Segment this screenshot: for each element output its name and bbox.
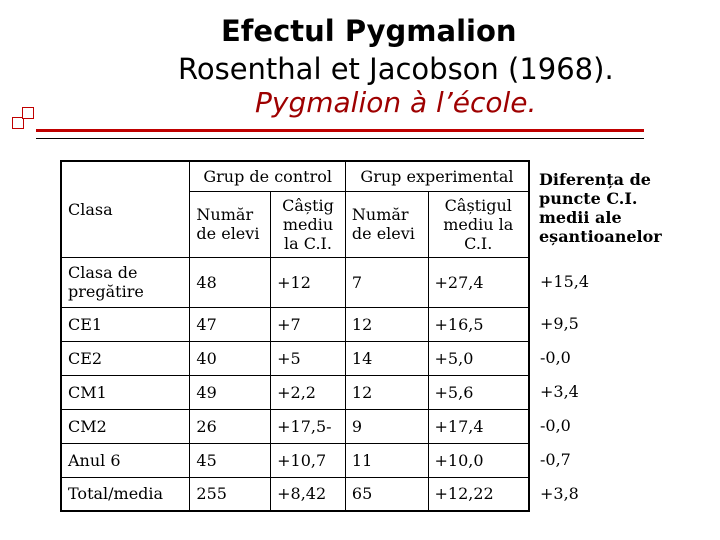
cell-gain-exp: +16,5 bbox=[428, 307, 529, 341]
cell-clasa: Anul 6 bbox=[61, 443, 190, 477]
cell-n-ctrl: 40 bbox=[190, 341, 271, 375]
cell-gain-exp: +12,22 bbox=[428, 477, 529, 511]
cell-gain-ctrl: +10,7 bbox=[271, 443, 346, 477]
table-row bbox=[61, 257, 529, 307]
cell-n-exp: 9 bbox=[345, 409, 428, 443]
cell-n-exp: 12 bbox=[345, 307, 428, 341]
cell-n-exp: 65 bbox=[345, 477, 428, 511]
cell-gain-ctrl: +12 bbox=[271, 257, 346, 307]
cell-gain-ctrl: +2,2 bbox=[271, 375, 346, 409]
results-table bbox=[60, 160, 530, 512]
cell-diff: +3,8 bbox=[540, 484, 579, 503]
cell-clasa: Clasa de pregătire bbox=[61, 257, 190, 307]
cell-n-ctrl: 49 bbox=[190, 375, 271, 409]
cell-n-exp: 12 bbox=[345, 375, 428, 409]
cell-gain-exp: +17,4 bbox=[428, 409, 529, 443]
header-group-experimental: Grup experimental bbox=[345, 161, 529, 191]
cell-gain-exp: +27,4 bbox=[428, 257, 529, 307]
cell-n-exp: 11 bbox=[345, 443, 428, 477]
table-row bbox=[61, 341, 529, 375]
header-gain-ctrl: Câștig mediu la C.I. bbox=[271, 191, 346, 257]
decor-square-2 bbox=[22, 107, 34, 119]
cell-gain-ctrl: +7 bbox=[271, 307, 346, 341]
cell-n-exp: 14 bbox=[345, 341, 428, 375]
cell-n-ctrl: 45 bbox=[190, 443, 271, 477]
decor-black-line bbox=[36, 138, 644, 139]
cell-n-ctrl: 255 bbox=[190, 477, 271, 511]
cell-diff: -0,7 bbox=[540, 450, 571, 469]
cell-clasa: CE1 bbox=[61, 307, 190, 341]
cell-clasa: Total/media bbox=[61, 477, 190, 511]
cell-clasa: CM1 bbox=[61, 375, 190, 409]
cell-n-ctrl: 26 bbox=[190, 409, 271, 443]
header-diff: Diferența de puncte C.I. medii ale eșantioanelor bbox=[539, 170, 662, 246]
header-clasa: Clasa bbox=[61, 161, 190, 257]
cell-diff: +9,5 bbox=[540, 314, 579, 333]
table-row bbox=[61, 477, 529, 511]
cell-n-exp: 7 bbox=[345, 257, 428, 307]
cell-gain-exp: +5,6 bbox=[428, 375, 529, 409]
cell-diff: +3,4 bbox=[540, 382, 579, 401]
table-row bbox=[61, 409, 529, 443]
cell-n-ctrl: 47 bbox=[190, 307, 271, 341]
cell-clasa: CM2 bbox=[61, 409, 190, 443]
decor-red-bar bbox=[36, 129, 644, 132]
header-gain-exp: Câștigul mediu la C.I. bbox=[428, 191, 529, 257]
page-title: Efectul Pygmalion bbox=[221, 14, 517, 48]
header-num-exp: Număr de elevi bbox=[345, 191, 428, 257]
cell-gain-exp: +5,0 bbox=[428, 341, 529, 375]
cell-diff: -0,0 bbox=[540, 416, 571, 435]
page-subtitle-italic: Pygmalion à l’école. bbox=[255, 86, 537, 119]
header-num-ctrl: Număr de elevi bbox=[190, 191, 271, 257]
cell-diff: -0,0 bbox=[540, 348, 571, 367]
table-row bbox=[61, 443, 529, 477]
table-row bbox=[61, 375, 529, 409]
cell-gain-ctrl: +17,5- bbox=[271, 409, 346, 443]
page-subtitle: Rosenthal et Jacobson (1968). bbox=[178, 52, 614, 86]
cell-gain-ctrl: +5 bbox=[271, 341, 346, 375]
cell-gain-ctrl: +8,42 bbox=[271, 477, 346, 511]
cell-diff: +15,4 bbox=[540, 272, 590, 291]
cell-gain-exp: +10,0 bbox=[428, 443, 529, 477]
cell-clasa: CE2 bbox=[61, 341, 190, 375]
table-row bbox=[61, 307, 529, 341]
header-group-control: Grup de control bbox=[190, 161, 345, 191]
cell-n-ctrl: 48 bbox=[190, 257, 271, 307]
